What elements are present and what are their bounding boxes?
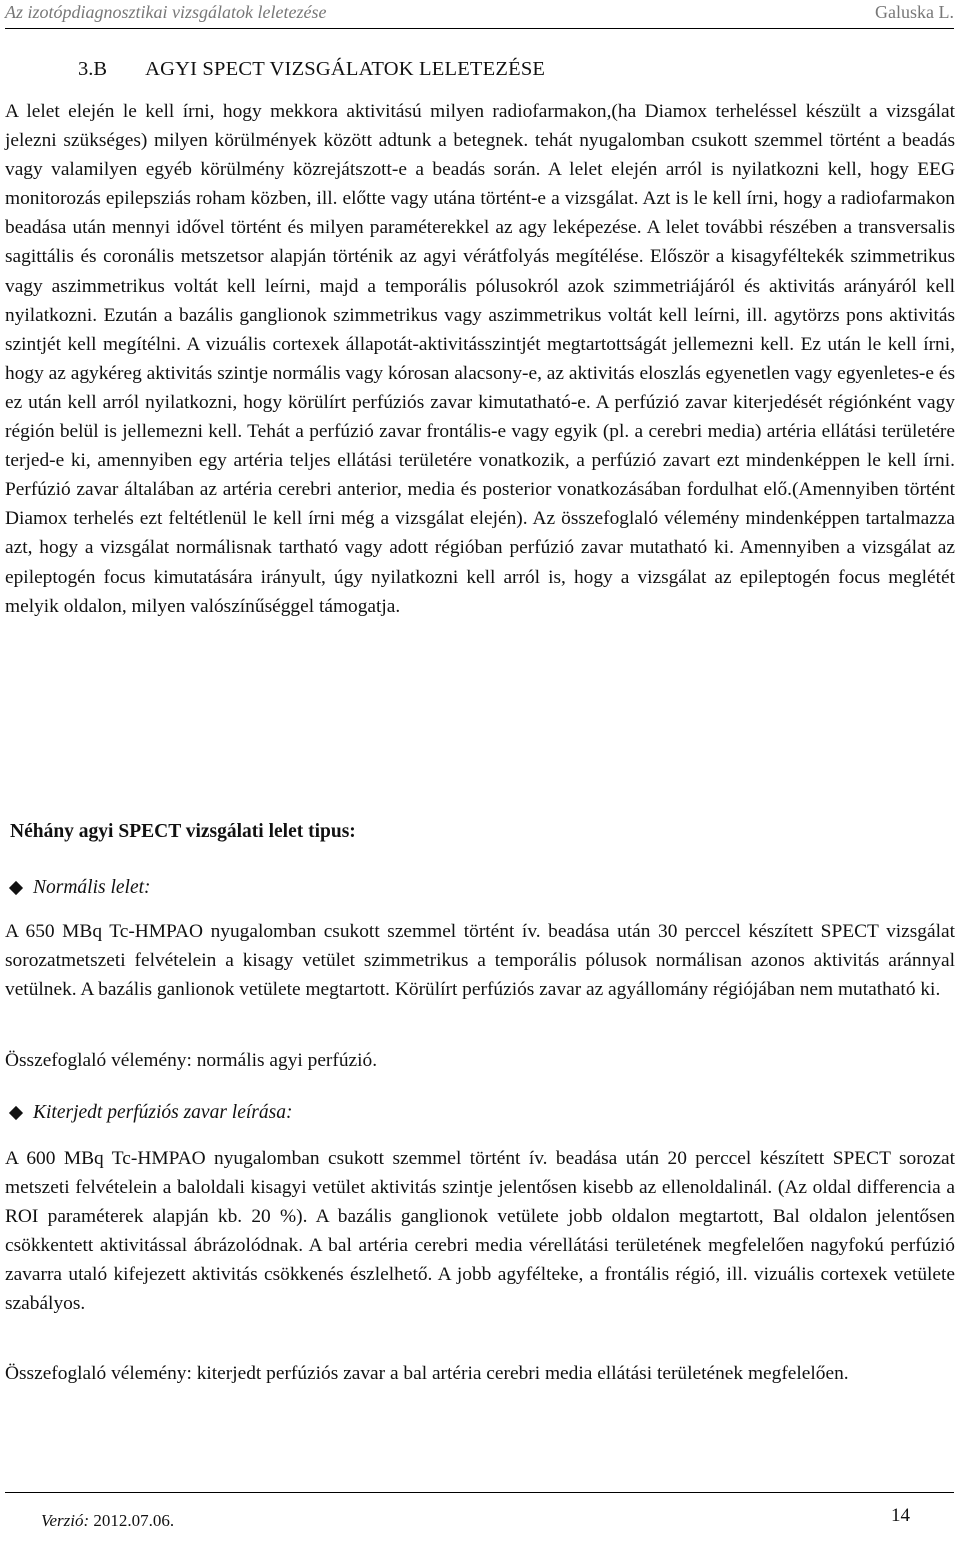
extended-finding-text: A 600 MBq Tc-HMPAO nyugalomban csukott szemmel történt ív. beadása után 20 perccel készített SPECT sorozat metszeti felvételein a baloldali kisagyi vetület aktivitás szintje jelentősen kisebb az ellenoldalinál. (Az oldal differencia a ROI paraméterek alapján kb. 20 %). A bazális ganglionok vetülete jobb oldalon megtartott, Bal oldalon jelentősen csökkentett aktivitással ábrázolódnak. A bal artéria cerebri media vérellátási területének megfelelően nagyfokú perfúzió zavarra utaló kifejezett aktivitás csökkenés észlelhető. A jobb agyféltеke, a frontális régió, ill. vizuális cortexek vetülete szabályos. [5,1148,955,1315]
intro-paragraph: A lelet elején le kell írni, hogy mekkora aktivitású milyen radiofarmakon,(ha Diamox terheléssel készült a vizsgálat jelezni szükséges) milyen körülmények között adtunk a betegnek. tehát nyugalomban csukott szemmel történt a beadás vagy valamilyen egyéb körülmény közrejátszott-e a beadás során. A lelet elején arról is nyilatkozni kell, hogy EEG monitorozás epilepsziás roham közben, ill. előtte vagy utána történt-e a vizsgálat. Azt is le kell írni, hogy a radiofarmakon beadása után mennyi idővel történt és milyen paraméterekkel az agy leképezése. A lelet további részében a transversalis sagittális és coronális metszetsor alapján történik az agyi vérátfolyás megítélése. Először a kisagyféltekék szimmetrikus vagy aszimmetrikus voltát kell leírni, majd a temporális pólusokról azok szimmetriájáról és aktivitás arányáról kell nyilatkozni. Ezután a bazális ganglionok szimmetrikus vagy aszimmetrikus voltát kell leírni, ill. agytörzs pons aktivitás szintjét kell megítélni. A vizuális cortexek állapotát-aktivitásszintjét megtartottságát jellemezni kell. Ez után le kell írni, hogy az agykéreg aktivitás szintje normális vagy kórosan alacsony-e, az aktivitás eloszlás egyenetlen vagy egyenletes-e és ez után kell arról nyilatkozni, hogy körülírt perfúziós zavar kimutatható-e. A perfúzió zavar kiterjedését régiónként vagy régión belül is jellemezni kell. Tehát a perfúzió zavar frontális-e vagy egyik (pl. a cerebri media) artéria ellátási területére terjed-e ki, amennyiben egy artéria teljes ellátási területére vonatkozik, a perfúzió zavart ezt mindenképpen le kell írni. Perfúzió zavar általában az artéria cerebri anterior, media és posterior vonatkozásában fordulhat elő.(Amennyiben történt Diamox terhelés ezt feltétlenül le kell írni még a vizsgálat elején). Az összefoglaló vélemény mindenképpen tartalmazza azt, hogy a vizsgálat normálisnak tartható vagy adott régióban perfúzió zavar mutatható ki. Amennyiben a vizsgálat az epileptogén focus kimutatására irányult, úgy nyilatkozni kell arról is, hogy a vizsgálat az epileptogén focus meglétét melyik oldalon, milyen valószínűséggel támogatja. [5,101,955,617]
section-number: 3.B [78,58,108,80]
extended-finding-summary: Összefoglaló vélemény: kiterjedt perfúziós zavar a bal artéria cerebri media ellátási területének megfelelően. [5,1363,849,1384]
page-header [5,0,954,29]
version-label: Verzió: [41,1511,90,1530]
version-value: 2012.07.06. [93,1511,175,1530]
normal-finding-heading [5,877,151,899]
page-number: 14 [891,1505,910,1526]
normal-finding-text: A 650 MBq Tc-HMPAO nyugalomban csukott szemmel történt ív. beadása után 30 perccel készített SPECT vizsgálat sorozatmetszeti felvételein a kisagy vetület szimmetrikus a temporális pólusok normálisan azonos aktivitás aránnyal vetülnek. A bazális ganlionok vetülete megtartott. Körülírt perfúziós zavar az agyállomány régiójában nem mutatható ki. [5,921,955,1001]
header-document-title: Az izotópdiagnosztikai vizsgálatok leletezése [5,2,327,22]
extended-finding-heading [5,1102,292,1124]
normal-finding-summary: Összefoglaló vélemény: normális agyi perfúzió. [5,1050,378,1071]
section-title-text: AGYI SPECT VIZSGÁLATOK LELETEZÉSE [145,58,546,80]
footer-version [41,1511,174,1531]
types-heading: Néhány agyi SPECT vizsgálati lelet tipus: [10,821,356,842]
normal-finding-label: Normális lelet: [33,877,151,898]
extended-finding-label: Kiterjedt perfúziós zavar leírása: [33,1102,293,1123]
diamond-bullet-icon [9,1105,23,1119]
header-author: Galuska L. [875,2,954,22]
section-title [78,58,545,81]
page-footer [5,1492,954,1533]
diamond-bullet-icon [9,880,23,894]
